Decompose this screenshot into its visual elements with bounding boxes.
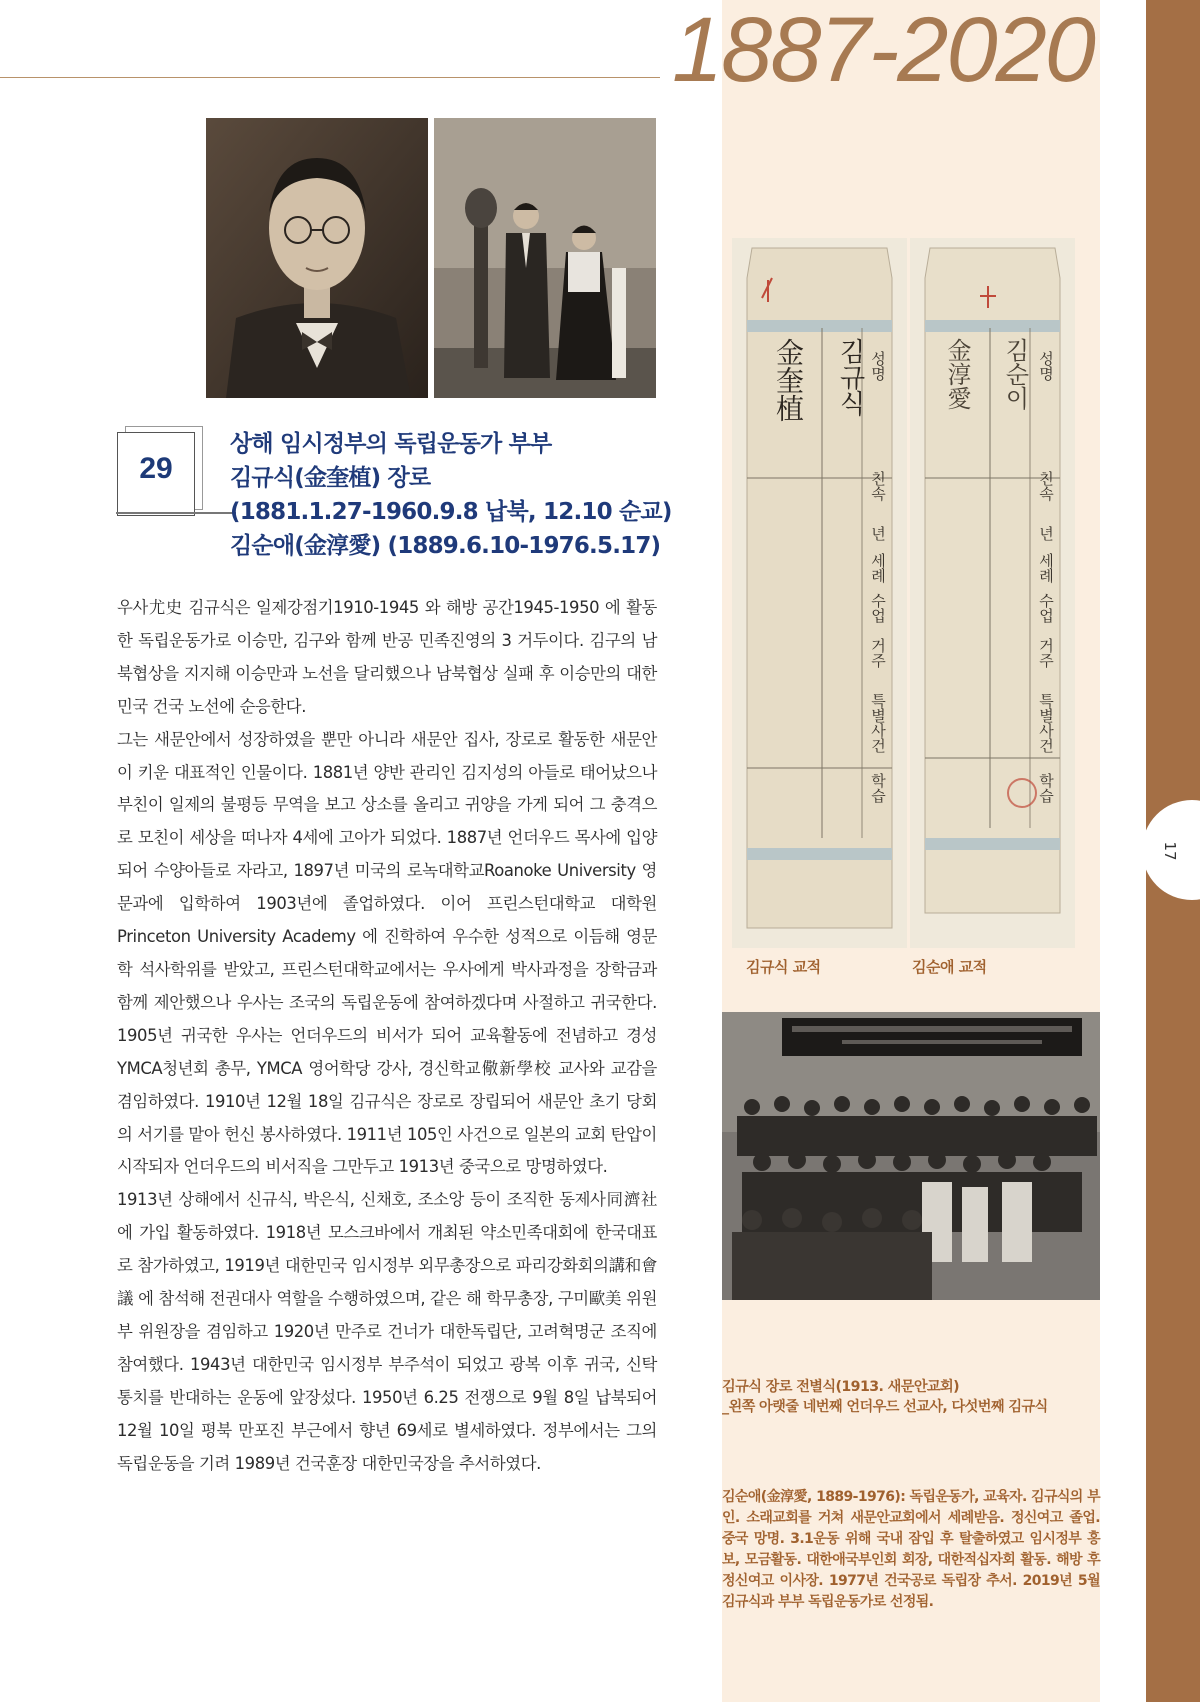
entry-number-rule [116, 512, 236, 514]
doc-left-label-2: 년 [869, 525, 887, 541]
doc-right-label-5: 거주 [1037, 638, 1055, 668]
kim-soonae-bio: 김순애(金淳愛, 1889-1976): 독립운동가, 교육자. 김규식의 부인. 소래교회를 거쳐 새문안교회에서 세례받음. 정신여고 졸업. 중국 망명. 3.1운동 위해 국내 잠입 후 탈출하였고 임시정부 홍보, 모금활동. 대한애국부인회 회장, 대한적십자회 활동. 해방 후 정신여고 이사장. 1977년 건국공로 독립장 추서. 2019년 5월 김규식과 부부 독립운동가로 선정됨. [722, 1489, 1100, 1610]
doc-left-handwritten-hanja: 金奎植 [772, 338, 805, 422]
entry-number-box [117, 432, 195, 516]
title-line-4: 김순애(金淳愛) (1889.6.10-1976.5.17) [230, 533, 661, 559]
doc-left-label-4: 수업 [869, 593, 887, 623]
biography-body [117, 592, 657, 1480]
doc-right-label-2: 년 [1037, 525, 1055, 541]
group-photo-caption [722, 1377, 1102, 1417]
group-photo-caption-line-2: _왼쪽 아랫줄 네번째 언더우드 선교사, 다섯번째 김규식 [722, 1399, 1048, 1415]
body-paragraph-1: 우사尤史 김규식은 일제강점기1910-1945 와 해방 공간1945-1950 에 활동한 독립운동가로 이승만, 김구와 함께 반공 민족진영의 3 거두이다. 김구의 남북협상을 지지해 이승만과 노선을 달리했으나 남북협상 실패 후 이승만의 대한민국 건국 노선에 순응한다. [117, 598, 657, 716]
title-line-3: (1881.1.27-1960.9.8 납북, 12.10 순교) [230, 499, 672, 525]
doc-left-label-3: 세례 [869, 553, 887, 583]
page-number: 17 [1161, 841, 1179, 861]
doc-left-label-6: 특별사건 [869, 693, 887, 753]
body-paragraph-3: 1913년 상해에서 신규식, 박은식, 신채호, 조소앙 등이 조직한 동제사同濟社 에 가입 활동하였다. 1918년 모스크바에서 개최된 약소민족대회에 한국대표로 참가하였고, 1919년 대한민국 임시정부 외무총장으로 파리강화회의講和會議 에 참석해 전권대사 역할을 수행하였으며, 같은 해 학무총장, 구미歐美 위원부 위원장을 겸임하고 1920년 만주로 건너가 대한독립단, 고려혁명군 조직에 참여했다. 1943년 대한민국 임시정부 부주석이 되었고 광복 이후 귀국, 신탁통치를 반대하는 운동에 앞장섰다. 1950년 6.25 전쟁으로 9월 8일 납북되어 12월 10일 평북 만포진 부근에서 향년 69세로 별세하였다. 정부에서는 그의 독립운동을 기려 1989년 건국훈장 대한민국장을 추서하였다. [117, 1190, 658, 1473]
couple-photo [434, 118, 656, 398]
portrait-photo-kim-gyusik [206, 118, 428, 398]
doc-left-handwritten-name: 김규식 [835, 338, 865, 416]
farewell-group-photo [722, 1012, 1100, 1300]
doc-left-label-0: 성명 [869, 350, 887, 381]
group-photo-caption-line-1: 김규식 장로 전별식(1913. 새문안교회) [722, 1379, 960, 1395]
doc-right-label-7: 학습 [1037, 773, 1055, 803]
doc-right-label-4: 수업 [1037, 593, 1055, 623]
doc-left-label-5: 거주 [869, 638, 887, 668]
entry-title [230, 427, 680, 563]
doc-right-label-3: 세례 [1037, 553, 1055, 583]
doc-right-label-1: 친속 [1037, 470, 1055, 501]
body-paragraph-2: 그는 새문안에서 성장하였을 뿐만 아니라 새문안 집사, 장로로 활동한 새문안이 키운 대표적인 인물이다. 1881년 양반 관리인 김지성의 아들로 태어났으나 부친이 일제의 불평등 무역을 보고 상소를 올리고 귀양을 가게 되어 그 충격으로 모친이 세상을 떠나자 4세에 고아가 되었다. 1887년 언더우드 목사에 입양되어 수양아들로 자라고, 1897년 미국의 로녹대학교Roanoke University 영문과에 입학하여 1903년에 졸업하였다. 이어 프린스턴대학교 대학원Princeton University Academy 에 진학하여 우수한 성적으로 이듬해 영문학 석사학위를 받았고, 프린스턴대학교에서는 우사에게 박사과정을 장학금과 함께 제안했으나 우사는 조국의 독립운동에 참여하겠다며 사절하고 귀국한다. 1905년 귀국한 우사는 언더우드의 비서가 되어 교육활동에 전념하고 경성 YMCA청년회 총무, YMCA 영어학당 강사, 경신학교儆新學校 교사와 교감을 겸임하였다. 1910년 12월 18일 김규식은 장로로 장립되어 새문안 초기 당회의 서기를 맡아 헌신 봉사하였다. 1911년 105인 사건으로 일본의 교회 탄압이 시작되자 언더우드의 비서직을 그만두고 1913년 중국으로 망명하였다. [117, 729, 657, 1177]
entry-number: 29 [139, 452, 173, 485]
church-record-kim-soonae [910, 238, 1075, 948]
doc-right-label-6: 특별사건 [1037, 693, 1055, 753]
church-record-kim-gyusik [732, 238, 907, 948]
doc-right-handwritten-name: 김순이 [1001, 338, 1029, 410]
year-range-heading: 1887-2020 [672, 0, 1094, 101]
title-line-2: 김규식(金奎植) 장로 [230, 465, 431, 491]
doc-right-handwritten-hanja: 金淳愛 [943, 338, 971, 410]
doc-right-label-0: 성명 [1037, 350, 1055, 381]
doc-left-printed-labels [868, 343, 892, 808]
doc-left-label-7: 학습 [869, 773, 887, 803]
doc-left-label-1: 친속 [869, 470, 887, 501]
doc-caption-kim-gyusik: 김규식 교적 [746, 958, 821, 976]
doc-right-printed-labels [1036, 343, 1060, 808]
header-rule [0, 77, 660, 78]
doc-caption-kim-soonae: 김순애 교적 [912, 958, 987, 976]
title-line-1: 상해 임시정부의 독립운동가 부부 [230, 431, 552, 457]
